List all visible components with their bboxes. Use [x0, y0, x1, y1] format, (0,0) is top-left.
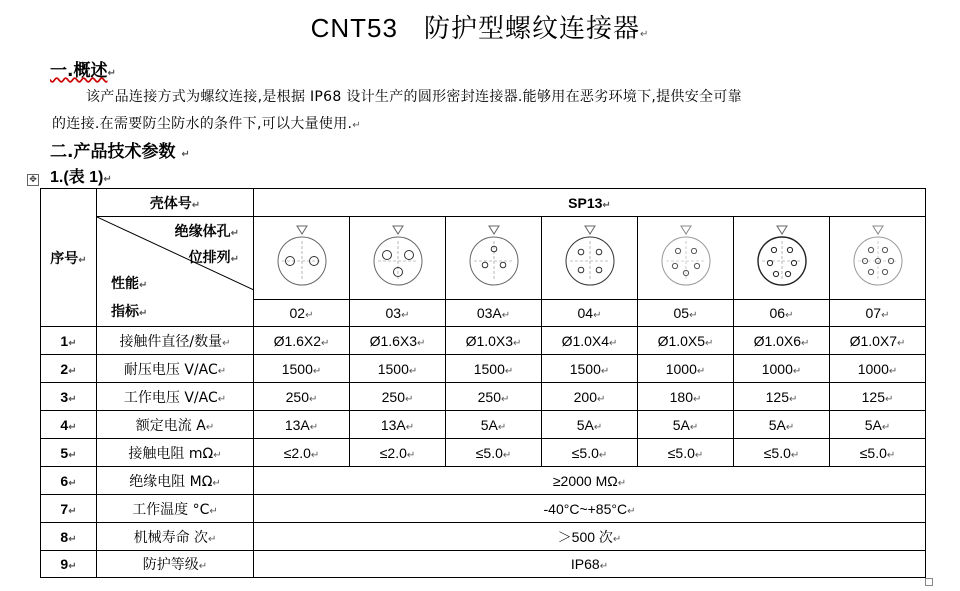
row-label: 接触件直径/数量↵: [97, 327, 254, 355]
pin-layout-07-cell: [830, 217, 926, 300]
perf-header-line1: 性能↵: [111, 276, 148, 292]
table-caption-text: 1.(表 1): [50, 169, 104, 186]
row-number: 8↵: [41, 523, 97, 551]
row-value: Ø1.0X4↵: [542, 327, 638, 355]
row-value: Ø1.0X7↵: [830, 327, 926, 355]
row-merged-value: IP68↵: [254, 551, 926, 578]
row-value: 1500↵: [446, 355, 542, 383]
row-value: ≤2.0↵: [254, 439, 350, 467]
shell-header-cell: 壳体号↵: [97, 189, 254, 217]
section-overview-heading: [50, 56, 116, 81]
row-value: Ø1.6X2↵: [254, 327, 350, 355]
pin-layout-04-icon: [560, 225, 620, 291]
title-model: CNT53: [310, 13, 398, 43]
row-value: 250↵: [254, 383, 350, 411]
section-params-text: 二.产品技术参数: [50, 142, 176, 162]
pin-layout-04-cell: [542, 217, 638, 300]
row-value: 5A↵: [638, 411, 734, 439]
overview-paragraph-line2: [52, 113, 361, 133]
table-row: [41, 439, 926, 467]
pin-layout-03-cell: [350, 217, 446, 300]
code-cell: 06↵: [734, 299, 830, 326]
row-value: 250↵: [350, 383, 446, 411]
row-label: 防护等级↵: [97, 551, 254, 578]
row-value: 1500↵: [350, 355, 446, 383]
shell-value: SP13: [568, 194, 603, 211]
row-label: 绝缘电阻 MΩ↵: [97, 467, 254, 495]
seq-header: 序号: [50, 250, 79, 267]
row-merged-value: ＞500 次↵: [254, 523, 926, 551]
shell-value-cell: SP13↵: [254, 189, 926, 217]
code-cell: 07↵: [830, 299, 926, 326]
table-resize-handle[interactable]: [925, 578, 933, 586]
row-number: 5↵: [41, 439, 97, 467]
row-number: 9↵: [41, 551, 97, 578]
row-value: 1500↵: [254, 355, 350, 383]
row-number: 6↵: [41, 467, 97, 495]
row-value: 1000↵: [734, 355, 830, 383]
row-value: 1500↵: [542, 355, 638, 383]
pin-layout-07-icon: [848, 225, 908, 291]
spec-table: [40, 188, 926, 578]
row-value: 5A↵: [446, 411, 542, 439]
table-row: [41, 327, 926, 355]
table-caption: [50, 164, 112, 187]
code-cell: 04↵: [542, 299, 638, 326]
document-title: [0, 8, 960, 45]
code-cell: 05↵: [638, 299, 734, 326]
row-value: 13A↵: [254, 411, 350, 439]
row-label: 机械寿命 次↵: [97, 523, 254, 551]
overview-text-1: 该产品连接方式为螺纹连接,是根据 IP68 设计生产的圆形密封连接器.能够用在恶劣环境下,提供安全可靠: [86, 89, 742, 105]
row-value: Ø1.0X3↵: [446, 327, 542, 355]
row-number: 2↵: [41, 355, 97, 383]
row-number: 1↵: [41, 327, 97, 355]
diagonal-header-cell: [97, 217, 254, 327]
pin-layout-06-icon: [752, 225, 812, 291]
row-value: 125↵: [830, 383, 926, 411]
row-label: 接触电阻 mΩ↵: [97, 439, 254, 467]
row-value: Ø1.0X5↵: [638, 327, 734, 355]
row-merged-value: ≥2000 MΩ↵: [254, 467, 926, 495]
paragraph-mark: ↵: [639, 29, 650, 40]
shell-header: 壳体号: [149, 195, 192, 212]
row-value: ≤5.0↵: [734, 439, 830, 467]
row-value: 5A↵: [542, 411, 638, 439]
pin-layout-03A-cell: [446, 217, 542, 300]
row-value: 125↵: [734, 383, 830, 411]
overview-paragraph-line1: [86, 86, 742, 106]
pin-layout-05-icon: [656, 225, 716, 291]
row-value: 13A↵: [350, 411, 446, 439]
row-value: 5A↵: [734, 411, 830, 439]
table-row: [41, 495, 926, 523]
layout-header-line1: 绝缘体孔↵: [174, 224, 239, 240]
code-cell: 03A↵: [446, 299, 542, 326]
row-value: 1000↵: [830, 355, 926, 383]
row-value: ≤5.0↵: [542, 439, 638, 467]
row-value: Ø1.6X3↵: [350, 327, 446, 355]
pin-layout-02-cell: [254, 217, 350, 300]
paragraph-mark: ↵: [107, 68, 116, 79]
table-row: [41, 411, 926, 439]
code-cell: 03↵: [350, 299, 446, 326]
layout-header-line2: 位排列↵: [188, 250, 239, 266]
row-label: 工作电压 V/AC↵: [97, 383, 254, 411]
pin-layout-03-icon: [368, 225, 428, 291]
row-number: 3↵: [41, 383, 97, 411]
row-label: 耐压电压 V/AC↵: [97, 355, 254, 383]
section-overview-text: 一.概述: [50, 61, 108, 81]
row-number: 4↵: [41, 411, 97, 439]
table-row: [41, 551, 926, 578]
row-value: 200↵: [542, 383, 638, 411]
table-row: [41, 523, 926, 551]
seq-header-cell: 序号↵: [41, 189, 97, 327]
perf-header-line2: 指标↵: [111, 304, 148, 320]
row-value: ≤5.0↵: [830, 439, 926, 467]
table-row: [41, 467, 926, 495]
paragraph-mark: ↵: [352, 120, 361, 131]
section-params-heading: [50, 137, 190, 162]
pin-layout-05-cell: [638, 217, 734, 300]
row-value: ≤5.0↵: [638, 439, 734, 467]
pin-layout-03A-icon: [464, 225, 524, 291]
row-number: 7↵: [41, 495, 97, 523]
table-row: [41, 355, 926, 383]
title-text: 防护型螺纹连接器: [423, 14, 640, 44]
row-merged-value: -40°C~+85°C↵: [254, 495, 926, 523]
paragraph-mark: ↵: [103, 174, 112, 185]
row-value: Ø1.0X6↵: [734, 327, 830, 355]
code-cell: 02↵: [254, 299, 350, 326]
paragraph-mark: ↵: [181, 149, 190, 160]
table-row: [41, 383, 926, 411]
row-value: 180↵: [638, 383, 734, 411]
row-value: 5A↵: [830, 411, 926, 439]
row-label: 额定电流 A↵: [97, 411, 254, 439]
overview-text-2: 的连接.在需要防尘防水的条件下,可以大量使用.: [52, 116, 353, 132]
table-move-handle-icon[interactable]: ✥: [27, 174, 39, 186]
row-value: 1000↵: [638, 355, 734, 383]
row-label: 工作温度 °C↵: [97, 495, 254, 523]
pin-layout-02-icon: [272, 225, 332, 291]
row-value: ≤5.0↵: [446, 439, 542, 467]
row-value: ≤2.0↵: [350, 439, 446, 467]
row-value: 250↵: [446, 383, 542, 411]
pin-layout-06-cell: [734, 217, 830, 300]
